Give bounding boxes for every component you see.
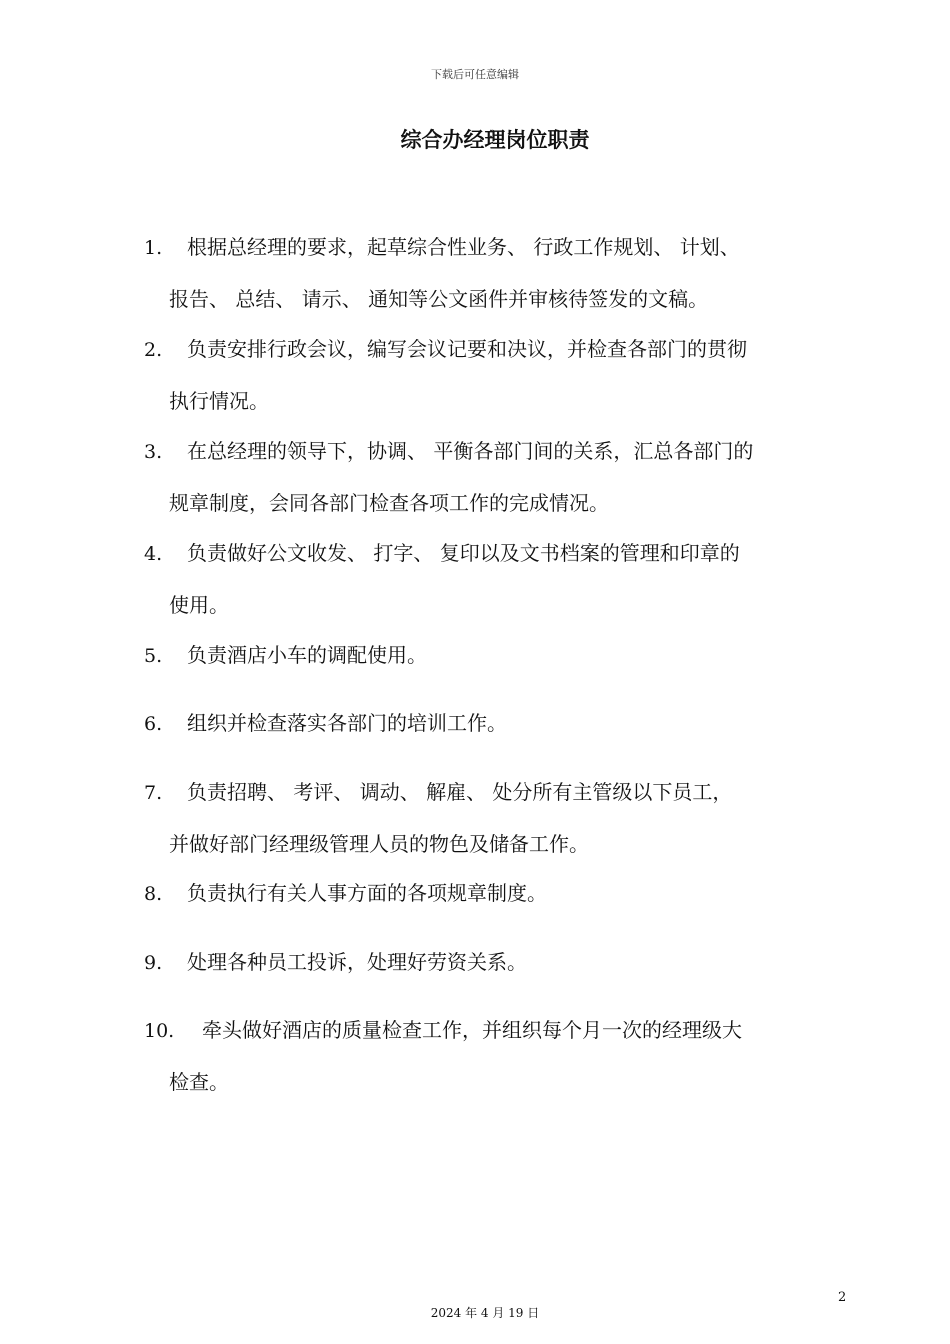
item-text: 组织并检查落实各部门的培训工作。 — [187, 711, 507, 735]
item-text: 负责安排行政会议，编写会议记要和决议，并检查各部门的贯彻 — [187, 337, 747, 361]
item-text-continued: 使用。 — [169, 593, 229, 617]
item-text: 牵头做好酒店的质量检查工作，并组织每个月一次的经理级大 — [202, 1018, 742, 1042]
page-header: 下载后可任意编辑 — [431, 68, 519, 81]
item-text-continued: 执行情况。 — [169, 389, 269, 413]
item-number: 8. — [144, 883, 163, 905]
item-number: 4. — [144, 543, 163, 565]
page-number: 2 — [838, 1290, 847, 1305]
item-number: 10. — [144, 1020, 175, 1042]
item-number: 6. — [144, 713, 163, 735]
item-text-continued: 规章制度，会同各部门检查各项工作的完成情况。 — [169, 491, 609, 515]
item-number: 9. — [144, 952, 163, 974]
item-text: 负责做好公文收发、 打字、 复印以及文书档案的管理和印章的 — [187, 541, 740, 565]
item-text-continued: 检查。 — [169, 1070, 229, 1094]
list-item — [144, 528, 850, 631]
document-title: 综合办经理岗位职责 — [400, 128, 590, 152]
list-item — [144, 937, 850, 989]
item-number: 5. — [144, 645, 163, 667]
item-number: 2. — [144, 339, 163, 361]
item-text: 根据总经理的要求，起草综合性业务、 行政工作规划、 计划、 — [187, 235, 740, 259]
item-text-continued: 并做好部门经理级管理人员的物色及储备工作。 — [169, 832, 589, 856]
item-text: 负责酒店小车的调配使用。 — [187, 643, 427, 667]
list-item — [144, 767, 850, 870]
item-text: 负责执行有关人事方面的各项规章制度。 — [187, 881, 547, 905]
list-item — [144, 698, 850, 750]
item-text-continued: 报告、 总结、 请示、 通知等公文函件并审核待签发的文稿。 — [169, 287, 709, 311]
item-number: 7. — [144, 782, 163, 804]
item-number: 1. — [144, 237, 163, 259]
list-item — [144, 222, 850, 325]
list-item — [144, 868, 850, 920]
list-item — [144, 324, 850, 427]
footer-date: 2024 年 4 月 19 日 — [430, 1306, 540, 1320]
item-text: 负责招聘、 考评、 调动、 解雇、 处分所有主管级以下员工， — [187, 780, 733, 804]
list-item — [144, 426, 850, 529]
item-number: 3. — [144, 441, 163, 463]
item-text: 处理各种员工投诉，处理好劳资关系。 — [187, 950, 527, 974]
item-text: 在总经理的领导下，协调、 平衡各部门间的关系，汇总各部门的 — [187, 439, 754, 463]
list-item — [144, 1005, 850, 1108]
list-item — [144, 630, 850, 682]
